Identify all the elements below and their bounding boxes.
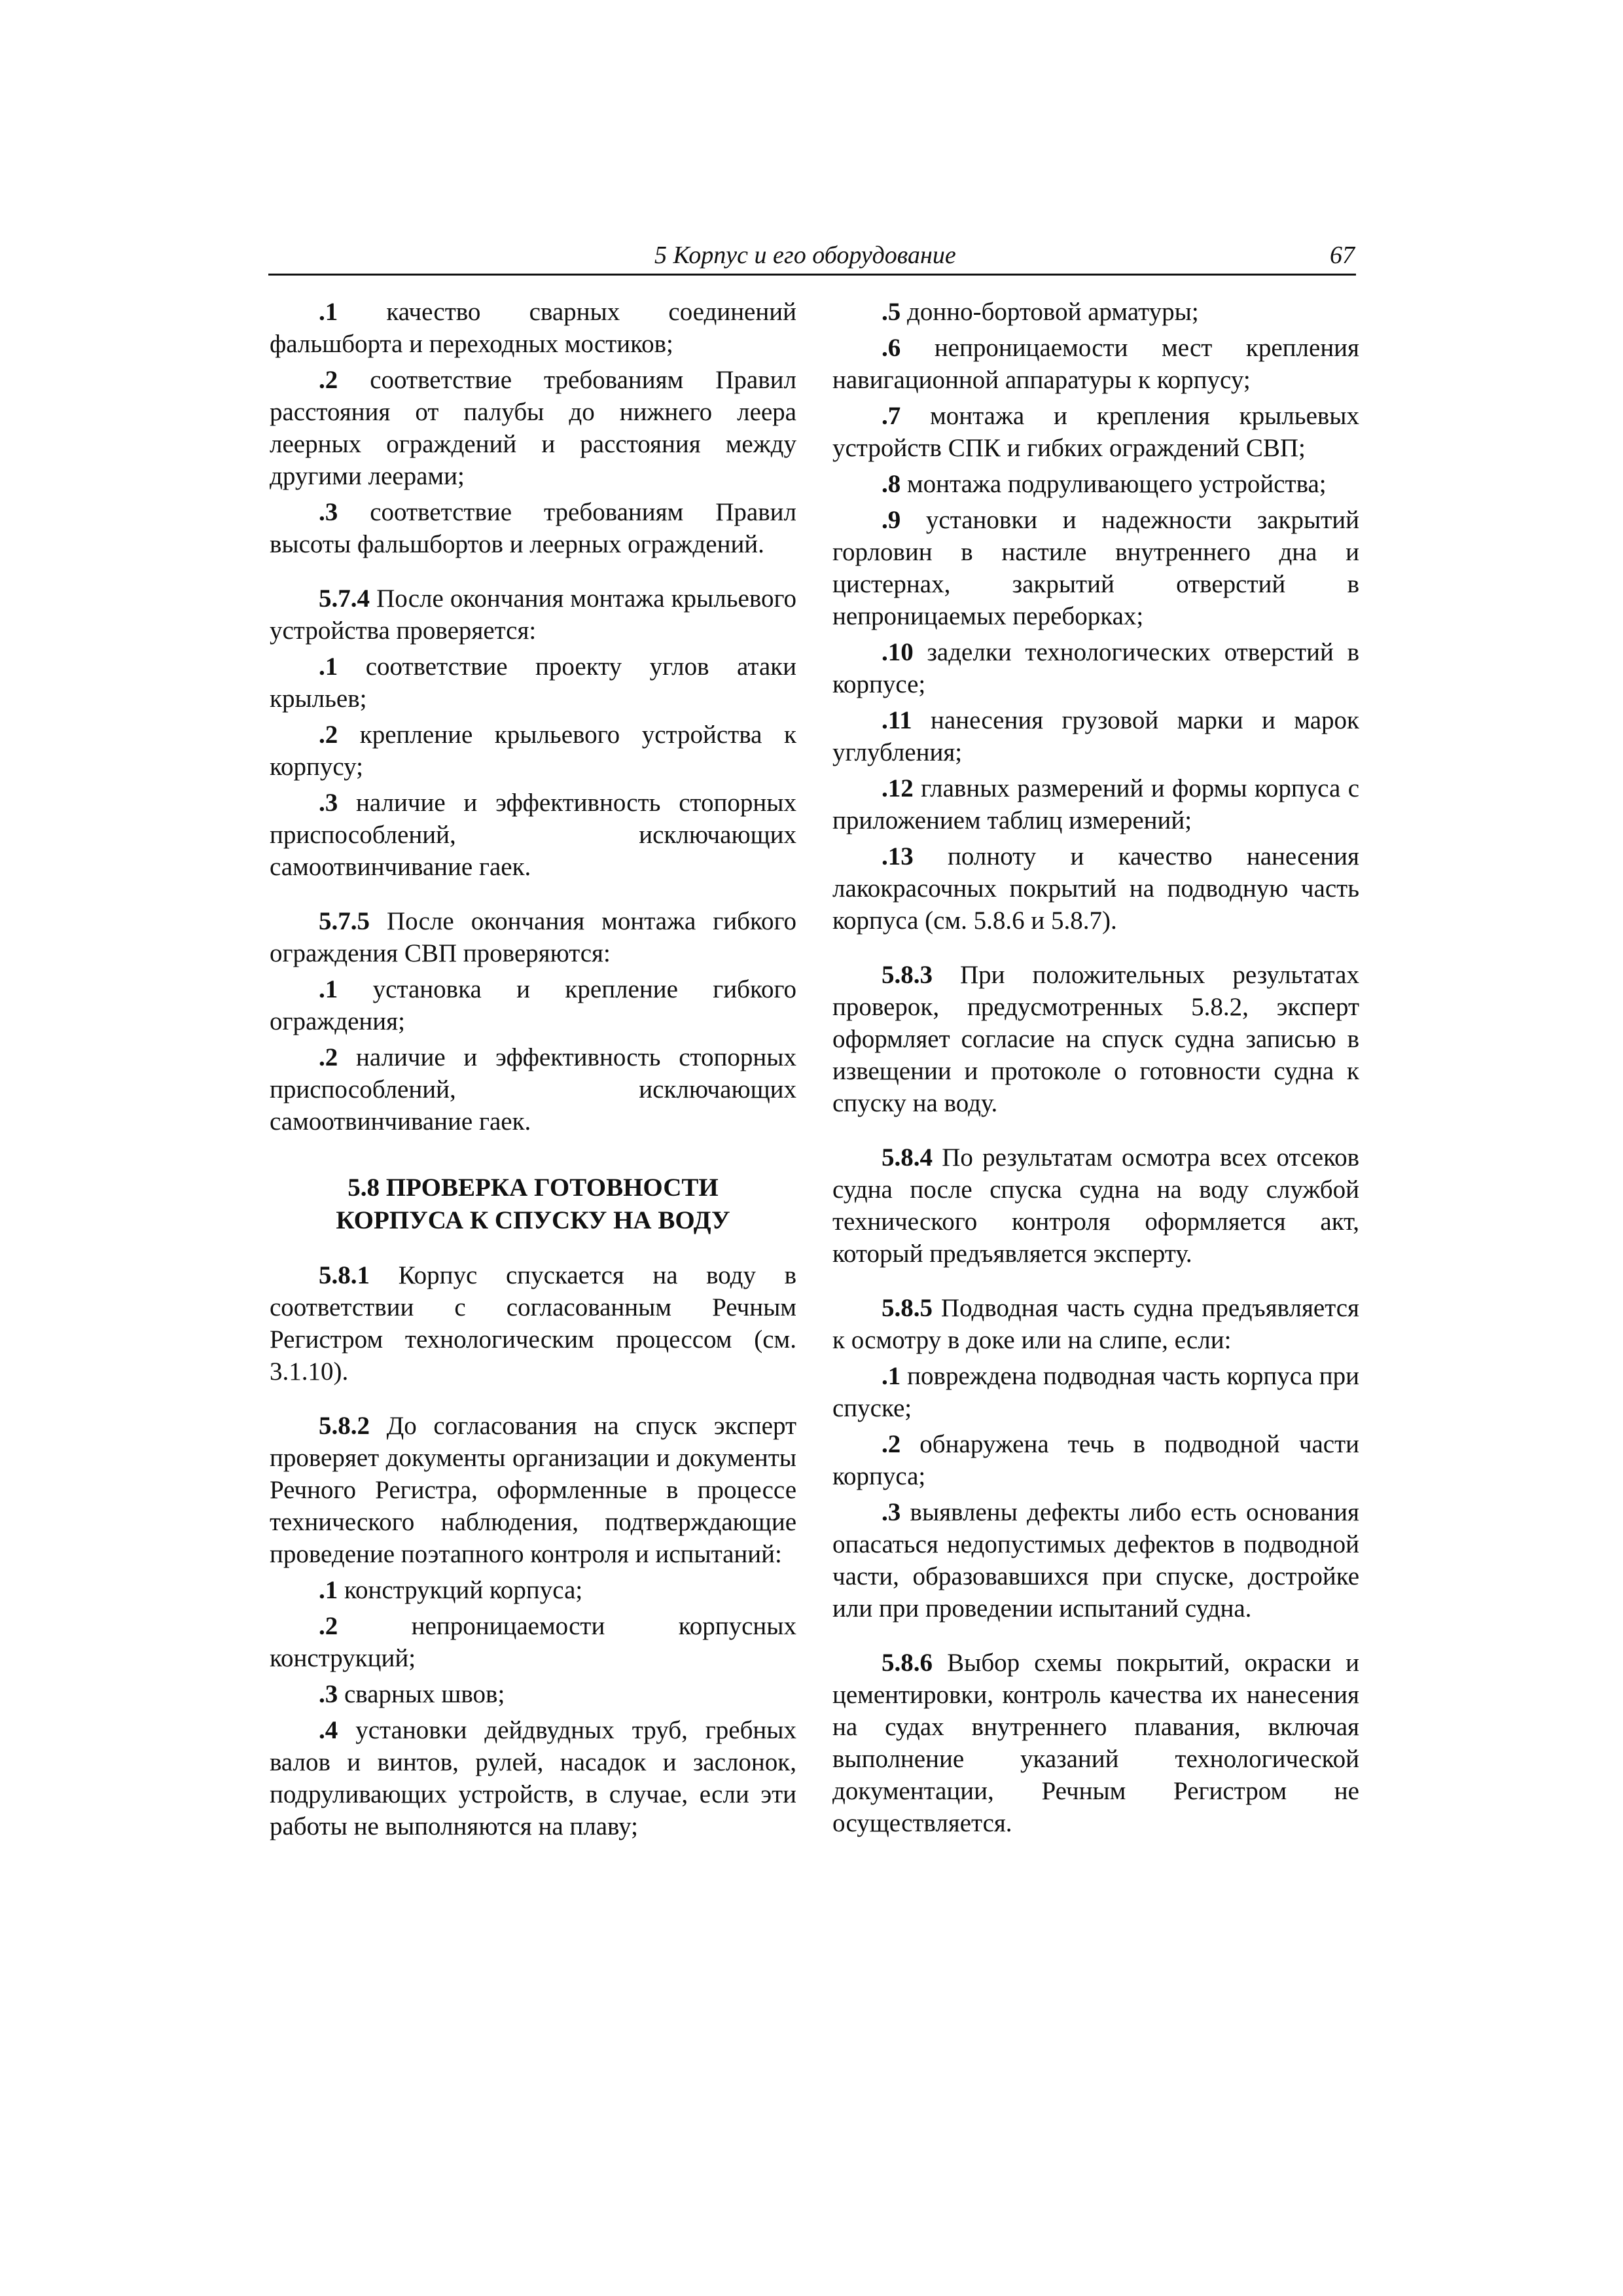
item-text: донно-бортовой арматуры; bbox=[901, 298, 1199, 326]
item-text: выявлены дефекты либо есть основания опасаться недопустимых дефектов в подводной части, образовавшихся при спуске, достройке или при проведении испытаний судна. bbox=[832, 1498, 1359, 1623]
clause-number: 5.8.4 bbox=[882, 1143, 933, 1172]
clause-paragraph bbox=[270, 1410, 796, 1570]
list-item bbox=[832, 332, 1359, 396]
item-text: непроницаемости корпусных конструкций; bbox=[270, 1612, 796, 1672]
item-text: сварных швов; bbox=[338, 1680, 505, 1708]
item-number: .3 bbox=[319, 1680, 338, 1708]
item-number: .12 bbox=[882, 774, 914, 802]
item-number: .1 bbox=[319, 653, 338, 681]
item-text: соответствие проекту углов атаки крыльев; bbox=[270, 653, 796, 713]
list-item bbox=[832, 1496, 1359, 1624]
item-text: монтажа и крепления крыльевых устройств СПК и гибких ограждений СВП; bbox=[832, 402, 1359, 462]
item-text: соответствие требованиям Правил расстояния от палубы до нижнего леера леерных ограждений и расстояния между другими леерами; bbox=[270, 366, 796, 490]
clause-text: Корпус спускается на воду в соответствии с согласованным Речным Регистром технологическим процессом (см. 3.1.10). bbox=[270, 1261, 796, 1386]
list-item bbox=[270, 719, 796, 783]
list-item bbox=[270, 1041, 796, 1138]
clause-number: 5.8.5 bbox=[882, 1294, 933, 1322]
item-number: .3 bbox=[882, 1498, 901, 1526]
list-item bbox=[270, 1678, 796, 1710]
item-text: полноту и качество нанесения лакокрасочных покрытий на подводную часть корпуса (см. 5.8.6 и 5.8.7). bbox=[832, 842, 1359, 935]
list-item bbox=[832, 296, 1359, 328]
section-heading-line: 5.8 ПРОВЕРКА ГОТОВНОСТИ bbox=[348, 1174, 719, 1202]
item-text: непроницаемости мест крепления навигационной аппаратуры к корпусу; bbox=[832, 334, 1359, 394]
item-number: .1 bbox=[882, 1362, 901, 1390]
clause-text: После окончания монтажа крыльевого устройства проверяется: bbox=[270, 584, 796, 645]
clause-number: 5.7.4 bbox=[319, 584, 370, 613]
item-number: .6 bbox=[882, 334, 901, 362]
item-text: установка и крепление гибкого ограждения; bbox=[270, 975, 796, 1035]
item-number: .11 bbox=[882, 706, 912, 734]
item-text: качество сварных соединений фальшборта и переходных мостиков; bbox=[270, 298, 796, 358]
list-item bbox=[270, 1714, 796, 1842]
item-text: главных размерений и формы корпуса с приложением таблиц измерений; bbox=[832, 774, 1359, 834]
list-item bbox=[270, 787, 796, 883]
clause-number: 5.8.2 bbox=[319, 1412, 370, 1440]
clause-text: После окончания монтажа гибкого ограждения СВП проверяются: bbox=[270, 907, 796, 967]
item-number: .2 bbox=[319, 721, 338, 749]
item-number: .1 bbox=[319, 1576, 338, 1604]
item-number: .3 bbox=[319, 789, 338, 817]
item-text: конструкций корпуса; bbox=[338, 1576, 583, 1604]
list-item bbox=[832, 504, 1359, 632]
item-text: монтажа подруливающего устройства; bbox=[901, 470, 1327, 498]
item-number: .1 bbox=[319, 298, 338, 326]
header-rule bbox=[268, 274, 1356, 276]
item-number: .3 bbox=[319, 498, 338, 526]
item-number: .13 bbox=[882, 842, 914, 870]
item-number: .1 bbox=[319, 975, 338, 1003]
clause-paragraph bbox=[270, 583, 796, 647]
item-text: крепление крыльевого устройства к корпусу; bbox=[270, 721, 796, 781]
left-column bbox=[270, 296, 796, 1846]
list-item bbox=[832, 468, 1359, 500]
clause-paragraph bbox=[270, 1259, 796, 1388]
clause-text: Выбор схемы покрытий, окраски и цементировки, контроль качества их нанесения на судах внутреннего плавания, включая выполнение указаний технологической документации, Речным Регистром не осуществляется. bbox=[832, 1649, 1359, 1837]
running-header bbox=[268, 239, 1355, 274]
clause-text: До согласования на спуск эксперт проверяет документы организации и документы Речного Регистра, оформленные в процессе технического наблюдения, подтверждающие проведение поэтапного контроля и испытаний: bbox=[270, 1412, 796, 1568]
item-number: .7 bbox=[882, 402, 901, 430]
clause-text: При положительных результатах проверок, предусмотренных 5.8.2, эксперт оформляет согласие на спуск судна записью в извещении и протоколе о готовности судна к спуску на воду. bbox=[832, 961, 1359, 1117]
item-number: .9 bbox=[882, 506, 901, 534]
clause-paragraph bbox=[832, 1141, 1359, 1270]
chapter-title: 5 Корпус и его оборудование bbox=[654, 242, 956, 269]
page-number: 67 bbox=[1330, 242, 1355, 269]
list-item bbox=[832, 772, 1359, 836]
clause-paragraph bbox=[832, 1292, 1359, 1356]
item-text: повреждена подводная часть корпуса при спуске; bbox=[832, 1362, 1359, 1422]
clause-number: 5.8.1 bbox=[319, 1261, 370, 1289]
clause-paragraph bbox=[270, 905, 796, 969]
clause-paragraph bbox=[832, 959, 1359, 1119]
item-number: .2 bbox=[319, 1043, 338, 1071]
item-text: установки и надежности закрытий горловин в настиле внутреннего дна и цистернах, закрытий отверстий в непроницаемых переборках; bbox=[832, 506, 1359, 630]
right-column bbox=[832, 296, 1359, 1843]
item-number: .5 bbox=[882, 298, 901, 326]
list-item bbox=[270, 651, 796, 715]
item-number: .2 bbox=[882, 1430, 901, 1458]
clause-paragraph bbox=[832, 1647, 1359, 1839]
list-item bbox=[270, 296, 796, 360]
item-text: заделки технологических отверстий в корпусе; bbox=[832, 638, 1359, 698]
list-item bbox=[832, 840, 1359, 937]
list-item bbox=[832, 1428, 1359, 1492]
item-text: наличие и эффективность стопорных приспособлений, исключающих самоотвинчивание гаек. bbox=[270, 1043, 796, 1136]
item-text: соответствие требованиям Правил высоты фальшбортов и леерных ограждений. bbox=[270, 498, 796, 558]
clause-text: Подводная часть судна предъявляется к осмотру в доке или на слипе, если: bbox=[832, 1294, 1359, 1354]
clause-number: 5.7.5 bbox=[319, 907, 370, 935]
section-heading-line: КОРПУСА К СПУСКУ НА ВОДУ bbox=[336, 1206, 730, 1234]
clause-number: 5.8.6 bbox=[882, 1649, 933, 1677]
item-number: .2 bbox=[319, 1612, 338, 1640]
item-text: установки дейдвудных труб, гребных валов и винтов, рулей, насадок и заслонок, подруливающих устройств, в случае, если эти работы не выполняются на плаву; bbox=[270, 1716, 796, 1840]
item-number: .2 bbox=[319, 366, 338, 394]
list-item bbox=[832, 636, 1359, 700]
item-number: .8 bbox=[882, 470, 901, 498]
list-item bbox=[270, 1610, 796, 1674]
list-item bbox=[832, 400, 1359, 464]
list-item bbox=[270, 364, 796, 492]
item-text: обнаружена течь в подводной части корпуса; bbox=[832, 1430, 1359, 1490]
item-text: нанесения грузовой марки и марок углубления; bbox=[832, 706, 1359, 766]
list-item bbox=[270, 496, 796, 560]
list-item bbox=[832, 1360, 1359, 1424]
item-number: .10 bbox=[882, 638, 914, 666]
item-number: .4 bbox=[319, 1716, 338, 1744]
list-item bbox=[270, 1574, 796, 1606]
item-text: наличие и эффективность стопорных приспособлений, исключающих самоотвинчивание гаек. bbox=[270, 789, 796, 881]
list-item bbox=[270, 973, 796, 1037]
list-item bbox=[832, 704, 1359, 768]
section-heading bbox=[270, 1172, 796, 1237]
clause-text: По результатам осмотра всех отсеков судна после спуска судна на воду службой технического контроля оформляется акт, который предъявляется эксперту. bbox=[832, 1143, 1359, 1268]
clause-number: 5.8.3 bbox=[882, 961, 933, 989]
